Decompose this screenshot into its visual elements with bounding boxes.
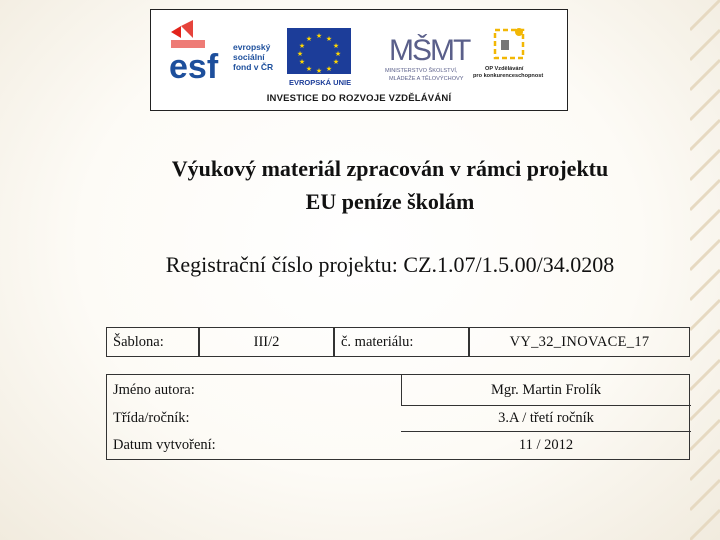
title-line-2: EU peníze školám — [305, 189, 475, 214]
banner-caption: INVESTICE DO ROZVOJE VZDĚLÁVÁNÍ — [266, 93, 452, 104]
title-line-1: Výukový materiál zpracován v rámci projektu — [171, 156, 609, 181]
table-hline-1 — [401, 405, 691, 406]
esf-caption-1: evropský — [233, 42, 271, 52]
msmt-caption-2: MLÁDEŽE A TĚLOVÝCHOVY — [389, 76, 464, 82]
svg-text:★: ★ — [325, 65, 333, 73]
svg-text:★: ★ — [298, 58, 306, 66]
sablona-label: Šablona: — [106, 327, 199, 357]
svg-text:★: ★ — [332, 42, 340, 50]
registration-number: Registrační číslo projektu: CZ.1.07/1.5.00/34.0208 — [165, 252, 615, 277]
msmt-logo — [385, 33, 471, 82]
esf-wordmark: esf — [169, 48, 219, 86]
svg-text:★: ★ — [334, 50, 342, 58]
op-caption-1: OP Vzdělávání — [485, 66, 524, 72]
logo-banner — [150, 9, 568, 111]
svg-text:★: ★ — [298, 42, 306, 50]
info-table — [106, 374, 690, 460]
esf-caption-3: fond v ČR — [233, 62, 274, 72]
op-logo — [473, 28, 543, 79]
svg-text:★: ★ — [296, 50, 304, 58]
svg-text:★: ★ — [305, 35, 313, 43]
msmt-caption-1: MINISTERSTVO ŠKOLSTVÍ, — [385, 68, 458, 74]
eu-caption: EVROPSKÁ UNIE — [289, 78, 352, 87]
svg-text:★: ★ — [325, 35, 333, 43]
op-caption-2: pro konkurenceschopnost — [473, 73, 544, 79]
svg-text:★: ★ — [305, 65, 313, 73]
esf-logo — [169, 20, 273, 86]
msmt-wordmark: MŠMT — [389, 34, 470, 67]
esf-caption-2: sociální — [233, 52, 265, 62]
author-value: Mgr. Martin Frolík — [491, 382, 601, 398]
svg-text:★: ★ — [332, 58, 340, 66]
date-value: 11 / 2012 — [518, 437, 574, 453]
logos-strip — [151, 10, 569, 94]
class-value: 3.A / třetí ročník — [498, 410, 594, 426]
material-value: VY_32_INOVACE_17 — [469, 327, 690, 357]
svg-text:★: ★ — [315, 32, 323, 40]
svg-text:★: ★ — [315, 67, 323, 75]
page-title — [60, 152, 720, 218]
date-label: Datum vytvoření: — [113, 437, 216, 453]
author-label: Jméno autora: — [113, 382, 195, 398]
class-label: Třída/ročník: — [113, 410, 190, 426]
eu-flag-logo — [287, 28, 351, 87]
table-hline-2 — [401, 431, 691, 432]
sablona-value: III/2 — [199, 327, 334, 357]
material-label: č. materiálu: — [334, 327, 469, 357]
